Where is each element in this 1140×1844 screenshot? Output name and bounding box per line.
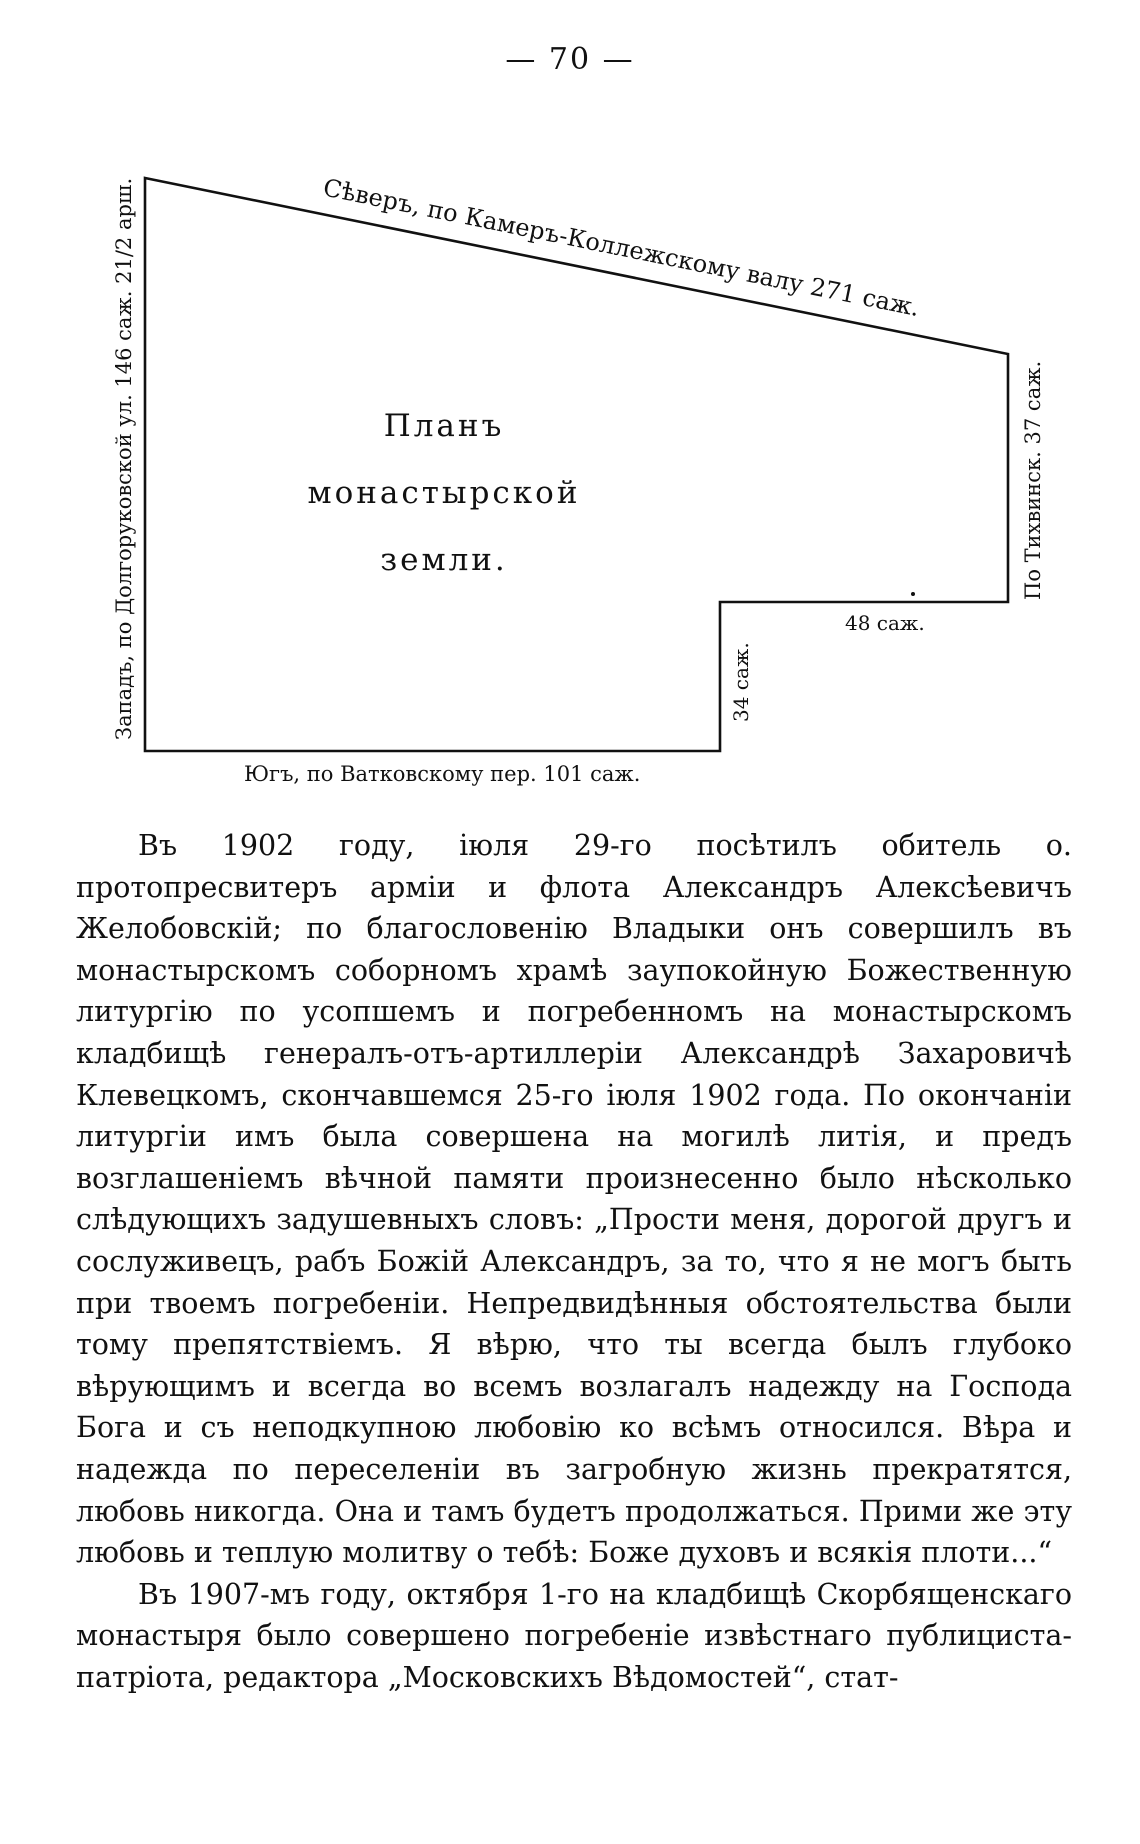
north-boundary-label: Сѣверъ, по Камеръ-Коллежскому валу 271 саж. bbox=[320, 173, 923, 323]
inner-horizontal-label: 48 саж. bbox=[845, 611, 925, 635]
inner-vertical-label: 34 саж. bbox=[729, 642, 753, 722]
body-text bbox=[76, 825, 1072, 1698]
page-number: — 70 — bbox=[505, 42, 635, 77]
south-boundary-label: Югъ, по Ватковскому пер. 101 саж. bbox=[244, 762, 641, 786]
east-boundary-label: По Тихвинск. 37 саж. bbox=[1021, 360, 1045, 600]
plot-outline bbox=[145, 178, 1008, 751]
west-boundary-label: Западъ, по Долгоруковской ул. 146 саж. 21/2 арш. bbox=[112, 177, 136, 740]
paragraph-2: Въ 1907-мъ году, октября 1-го на кладбищѣ Скорбященскаго монастыря было совершено погребеніе извѣстнаго публициста-патріота, редактора „Московскихъ Вѣдомостей“, стат- bbox=[76, 1577, 1072, 1694]
dimension-dot bbox=[911, 592, 915, 596]
plan-title-line-1: Планъ bbox=[383, 408, 505, 444]
monastery-land-plan bbox=[0, 0, 1140, 800]
paragraph-1: Въ 1902 году, іюля 29-го посѣтилъ обитель о. протопресвитеръ арміи и флота Александръ Алексѣевичъ Желобовскій; по благословенію Владыки онъ совершилъ въ монастырскомъ соборномъ храмѣ заупокойную Божественную литургію по усопшемъ и погребенномъ на монастырскомъ кладбищѣ генералъ-отъ-артиллеріи Александрѣ Захаровичѣ Клевецкомъ, скончавшемся 25-го іюля 1902 года. По окончаніи литургіи имъ была совершена на могилѣ литія, и предъ возглашеніемъ вѣчной памяти произнесенно было нѣсколько слѣдующихъ задушевныхъ словъ: „Прости меня, дорогой другъ и сослуживецъ, рабъ Божій Александръ, за то, что я не могъ быть при твоемъ погребеніи. Непредвидѣнныя обстоятельства были тому препятствіемъ. Я вѣрю, что ты всегда былъ глубоко вѣрующимъ и всегда во всемъ возлагалъ надежду на Господа Бога и съ неподкупною любовію ко всѣмъ относился. Вѣра и надежда по переселеніи въ загробную жизнь прекратятся, любовь никогда. Она и тамъ будетъ продолжаться. Прими же эту любовь и теплую молитву о тебѣ: Боже духовъ и всякія плоти...“ bbox=[76, 829, 1072, 1570]
plan-title-line-3: земли. bbox=[380, 542, 508, 578]
plan-title-line-2: монастырской bbox=[307, 475, 581, 511]
